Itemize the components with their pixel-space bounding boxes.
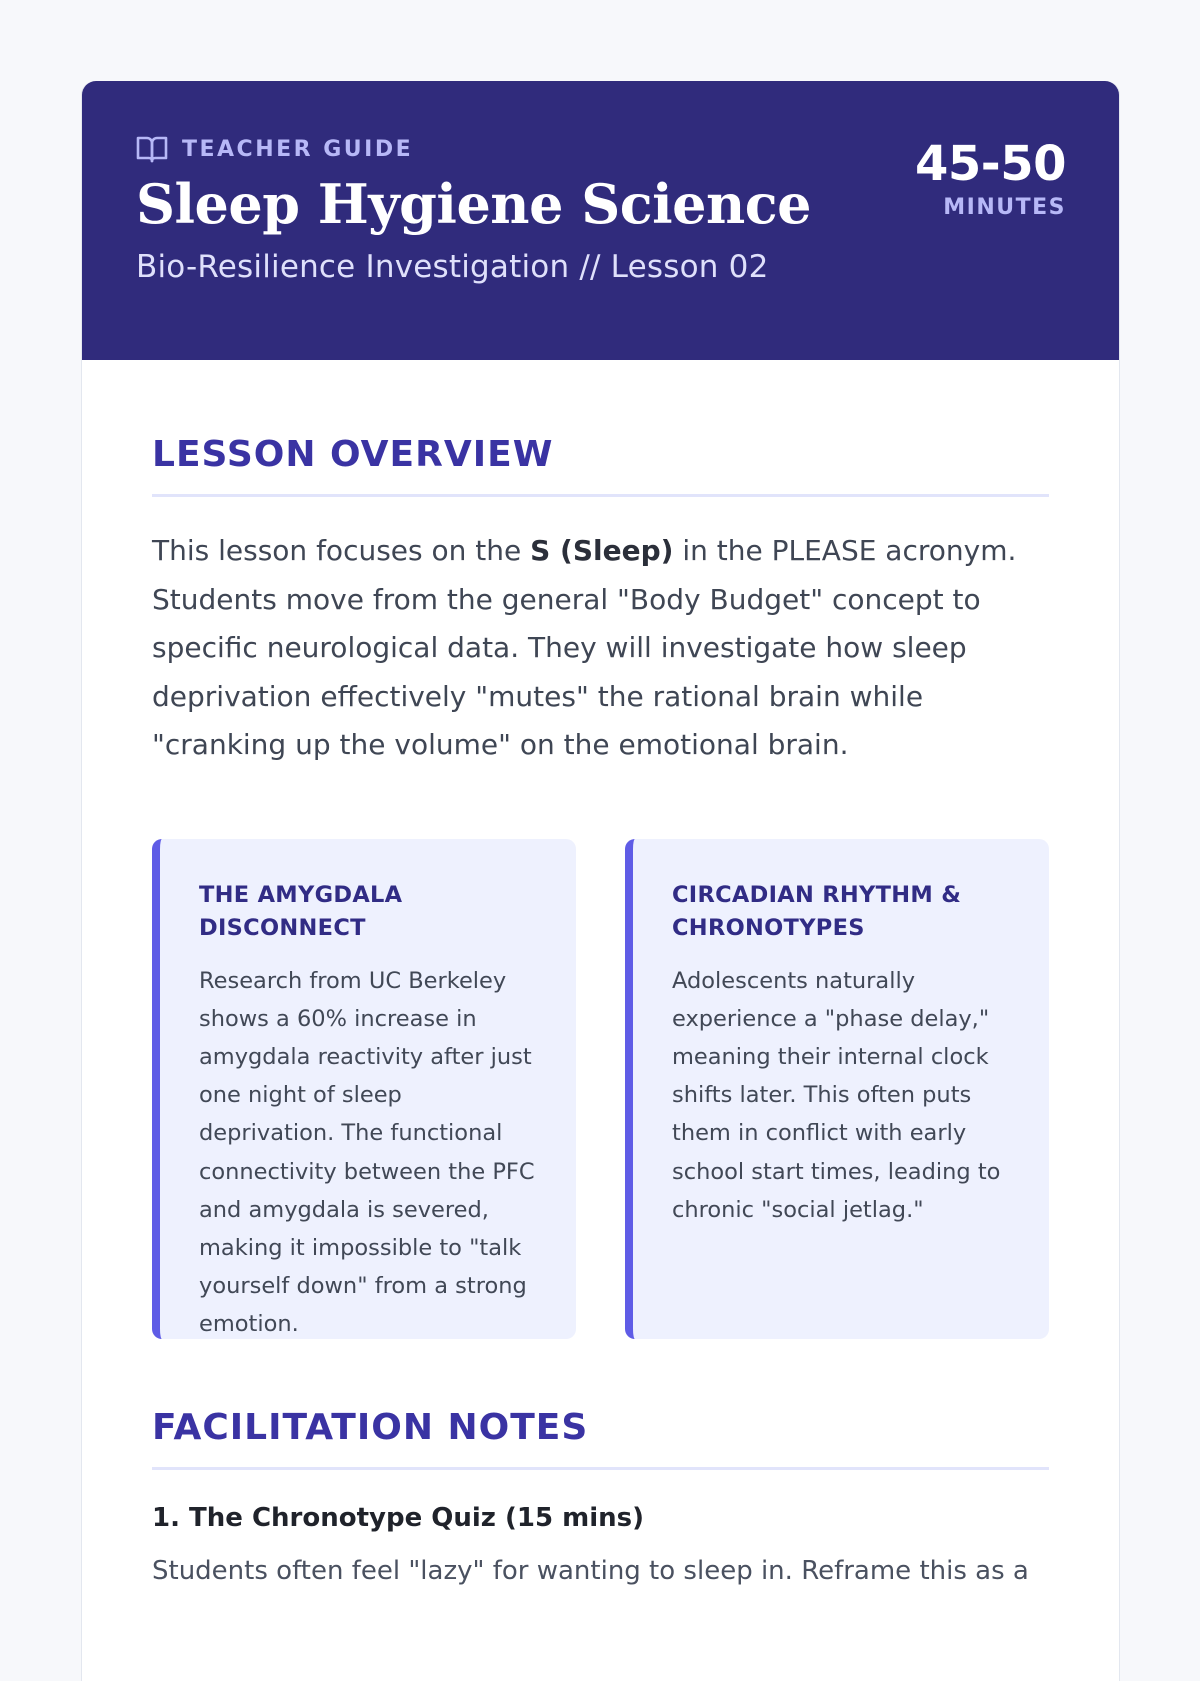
step-text: Students often feel "lazy" for wanting to sleep in. Reframe this as a	[152, 1555, 1029, 1586]
info-cards	[152, 839, 1049, 1339]
lesson-header	[82, 81, 1119, 360]
step-title: 1. The Chronotype Quiz (15 mins)	[152, 1502, 644, 1533]
page-subtitle: Bio-Resilience Investigation // Lesson 02	[136, 249, 769, 285]
facilitation-section	[152, 1407, 1049, 1594]
lesson-duration	[915, 137, 1066, 220]
duration-unit: MINUTES	[943, 195, 1066, 220]
info-card-amygdala	[152, 839, 576, 1339]
facilitation-heading: FACILITATION NOTES	[152, 1407, 1049, 1470]
book-open-icon	[136, 134, 168, 164]
info-card-circadian	[625, 839, 1049, 1339]
page-title: Sleep Hygiene Science	[136, 172, 811, 236]
teacher-guide-page	[81, 81, 1120, 1681]
card-text: Research from UC Berkeley shows a 60% increase in amygdala reactivity after just one night of sleep deprivation. The functional connectivity between the PFC and amygdala is severed, making it impossible to "talk yourself down" from a strong emotion.	[199, 967, 535, 1338]
overview-text-end: in the PLEASE acronym. Students move from the general "Body Budget" concept to specific neurological data. They will investigate how sleep deprivation effectively "mutes" the rational brain while "cranking up the volume" on the emotional brain.	[152, 534, 1017, 761]
card-title: CIRCADIAN RHYTHM & CHRONOTYPES	[672, 881, 962, 941]
card-text: Adolescents naturally experience a "phase delay," meaning their internal clock shifts later. This often puts them in conflict with early school start times, leading to chronic "social jetlag."	[672, 967, 1001, 1223]
overview-text	[152, 527, 1049, 770]
overview-text-bold: S (Sleep)	[530, 534, 674, 567]
overview-section	[152, 434, 1049, 770]
card-title: THE AMYGDALA DISCONNECT	[199, 881, 403, 941]
eyebrow-text: TEACHER GUIDE	[182, 136, 414, 162]
overview-heading: LESSON OVERVIEW	[152, 434, 1049, 497]
overview-text-start: This lesson focuses on the	[152, 534, 531, 567]
duration-value: 45-50	[914, 136, 1066, 192]
lesson-body	[82, 360, 1119, 1594]
